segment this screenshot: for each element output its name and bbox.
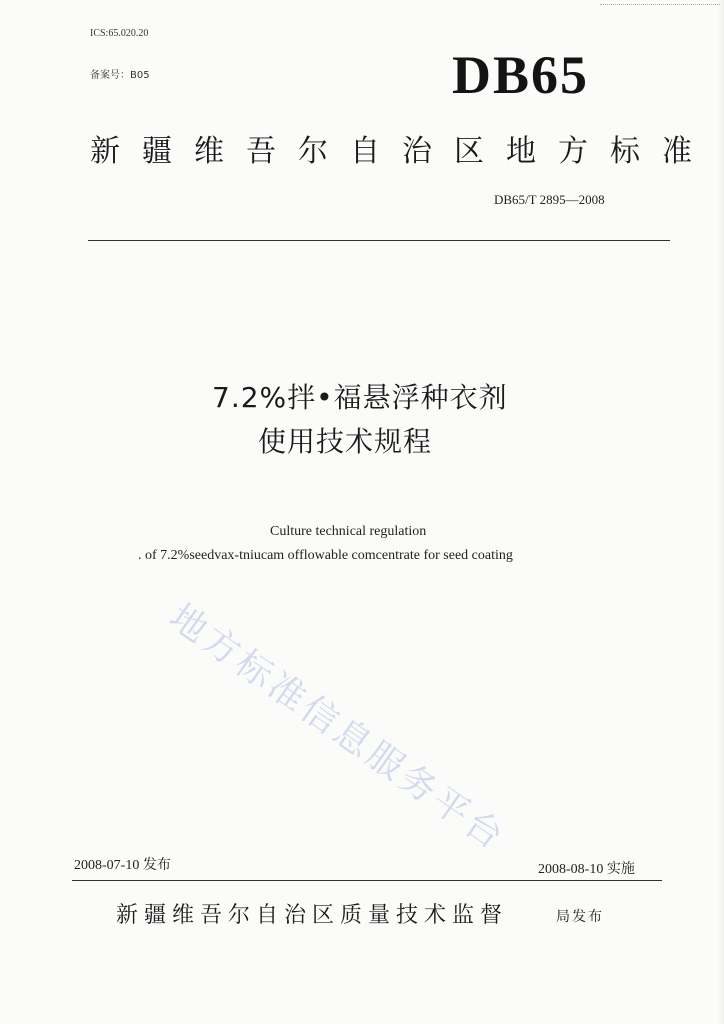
title-zh-line1: 7.2%拌•福悬浮种衣剂	[212, 381, 508, 414]
ics-code: ICS:65.020.20	[90, 28, 149, 39]
title-en-line2: . of 7.2%seedvax-tniucam offlowable comcentrate for seed coating	[138, 548, 513, 563]
title-zh-line2: 使用技术规程	[258, 425, 433, 458]
issue-date: 2008-07-10 发布	[74, 858, 171, 873]
scan-artifact-edge	[718, 0, 724, 1024]
scan-artifact-top	[600, 4, 720, 5]
issuing-authority-suffix: 局发布	[556, 909, 604, 925]
standard-logo: DB65	[452, 45, 590, 105]
title-en-line1: Culture technical regulation	[270, 524, 427, 539]
issuing-authority: 新疆维吾尔自治区质量技术监督	[116, 903, 509, 928]
implementation-date: 2008-08-10 实施	[538, 862, 635, 877]
header-divider	[88, 240, 670, 241]
filing-number: 备案号：B05	[90, 70, 150, 81]
standard-type-heading: 新疆维吾尔自治区地方标准	[90, 134, 714, 169]
watermark: 地方标准信息服务平台	[161, 596, 514, 860]
footer-divider	[72, 880, 662, 881]
standard-number: DB65/T 2895—2008	[494, 192, 605, 207]
